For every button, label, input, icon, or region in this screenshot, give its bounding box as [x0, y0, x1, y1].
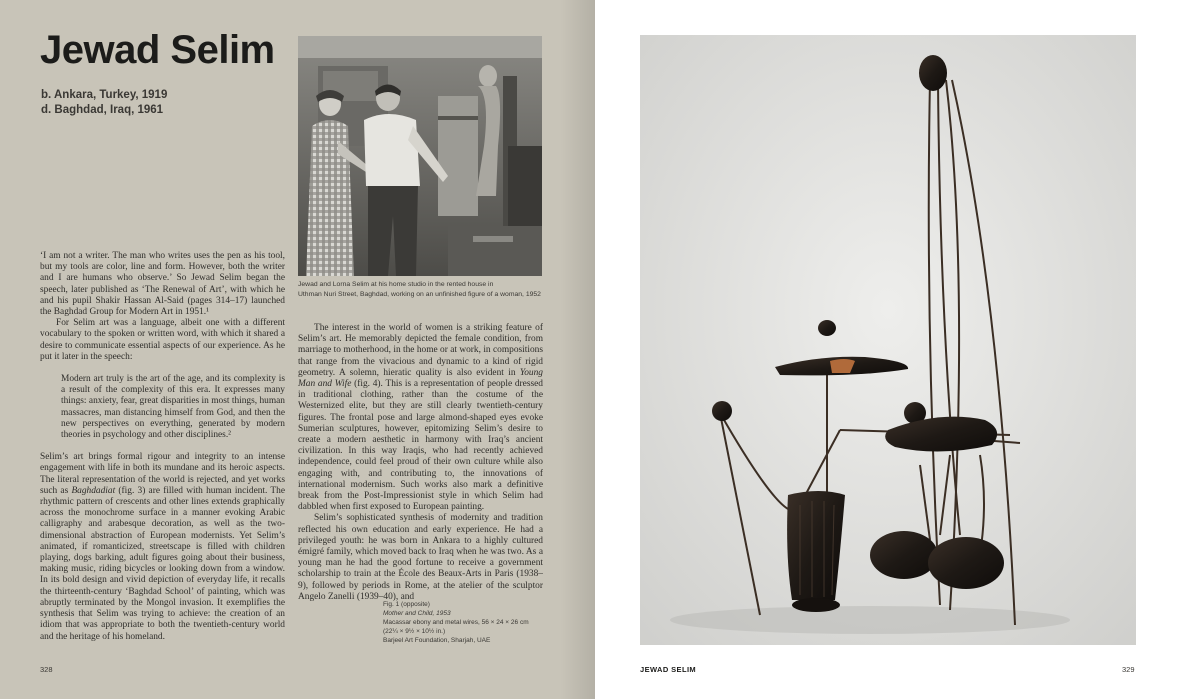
artwork-title: Baghdadiat — [71, 485, 116, 496]
photo-caption — [298, 280, 550, 299]
block-quote: Modern art truly is the art of the age, and its complexity is a result of the complexity of this era. It expresses many things: anxiety, fear, great disparities in most things, human massacres, man distancing himself from God, and then the new perspectives on everything, generated by modern theories in psychology and other disciplines.² — [61, 374, 285, 441]
studio-photograph — [298, 36, 542, 276]
caption-line: Macassar ebony and metal wires, 56 × 24 × 26 cm — [383, 618, 529, 626]
page-number-left: 328 — [40, 665, 53, 674]
artwork-title: Young Man and Wife — [298, 367, 543, 390]
bio-death: d. Baghdad, Iraq, 1961 — [41, 104, 164, 116]
caption-line: Barjeel Art Foundation, Sharjah, UAE — [383, 636, 491, 644]
text-column-left — [40, 251, 285, 643]
photo-caption-line: Jewad and Lorna Selim at his home studio in the rented house in — [298, 281, 494, 288]
body-paragraph — [40, 452, 285, 642]
caption-line: Fig. 1 (opposite) — [383, 601, 430, 608]
text-column-right — [298, 323, 543, 603]
running-head: JEWAD SELIM — [640, 665, 697, 674]
caption-line: (22¼ × 9½ × 10½ in.) — [383, 627, 446, 635]
bio-birth: b. Ankara, Turkey, 1919 — [41, 89, 168, 101]
sculpture-photograph — [640, 35, 1136, 645]
body-paragraph: Selim’s sophisticated synthesis of modernity and tradition reflected his own education and early experience. He had a privileged youth: he was born in Ankara to a highly cultured émigré family, which moved back to Iraq when he was two. As a young man he had the good fortune to receive a government scholarship to train at the École des Beaux-Arts in Paris (1938–9), followed by periods in Rome, at the atelier of the sculptor Angelo Zanelli (1939–40), and — [298, 513, 543, 602]
body-paragraph — [298, 323, 543, 513]
body-paragraph: For Selim art was a language, albeit one with a different vocabulary to the spoken or written word, with which it shared a desire to communicate essential aspects of our experience. As he put it later in the speech: — [40, 318, 285, 362]
photo-caption-line: Uthman Nuri Street, Baghdad, working on an unfinished figure of a woman, 1952 — [298, 290, 541, 298]
page-title: Jewad Selim — [40, 28, 275, 72]
text-run: (fig. 3) are filled with human incident. The rhythmic pattern of crescents and other lines extends graphically across the monochrome surface in a manner evoking Arabic calligraphy and arabesque decoration, as well as the two-dimensional abstraction of European modernists. Yet Selim’s animated, if romanticized, streetscape is filled with children playing, dogs barking, adult figures going about their business, making music, riding bicycles or looking down from a window. In its bold design and vivid depiction of everyday life, it recalls the thirteenth-century ‘Baghdad School’ of painting, which was abruptly terminated by the Mongol invasion. It exemplifies the synthesis that Selim was trying to achieve: the creation of an idiom that was appropriate to both the twentieth-century world and the heritage of his homeland. — [40, 485, 285, 642]
figure-caption — [383, 601, 553, 646]
gutter-shadow — [560, 0, 595, 699]
caption-artwork-title: Mother and Child, 1953 — [383, 609, 451, 617]
text-run: (fig. 4). This is a representation of people dressed in traditional clothing, rather than the costume of the Westernized elite, but they are still clearly twentieth-century figures. The frontal pose and large almond-shaped eyes evoke Sumerian sculptures, however, epitomizing Selim’s desire to create a modern aesthetic in harmony with Iraq’s ancient civilization. In this way Iraqis, who had recently achieved independence, could feel proud of their own culture while also engaging with, and contributing to, the innovations of international modernism. Such works also mark a definitive break from the Post-Impressionist style in which Selim had dabbled when first exposed to European painting. — [298, 379, 543, 513]
page-number-right: 329 — [1122, 665, 1135, 674]
text-run: Selim’s art brings formal rigour and integrity to an intense engagement with life in both its mundane and its heroic aspects. The literal representation of the world is rejected, and yet works such as — [40, 452, 285, 496]
body-paragraph: ‘I am not a writer. The man who writes uses the pen as his tool, but my tools are color, line and form. However, both the writer and I are humans who observe.’ So Jewad Selim began the speech, later published as ‘The Renewal of Art’, with which he and his pupil Shakir Hassan Al-Said (pages 314–17) launched the Baghdad Group for Modern Art in 1951.¹ — [40, 251, 285, 318]
text-run: The interest in the world of women is a striking feature of Selim’s art. He memorably depicted the female condition, from marriage to motherhood, in the home or at work, in compositions that range from the vivacious and dynamic to a kind of rigid geometry. A solemn, hieratic quality is also evident in — [298, 323, 543, 378]
